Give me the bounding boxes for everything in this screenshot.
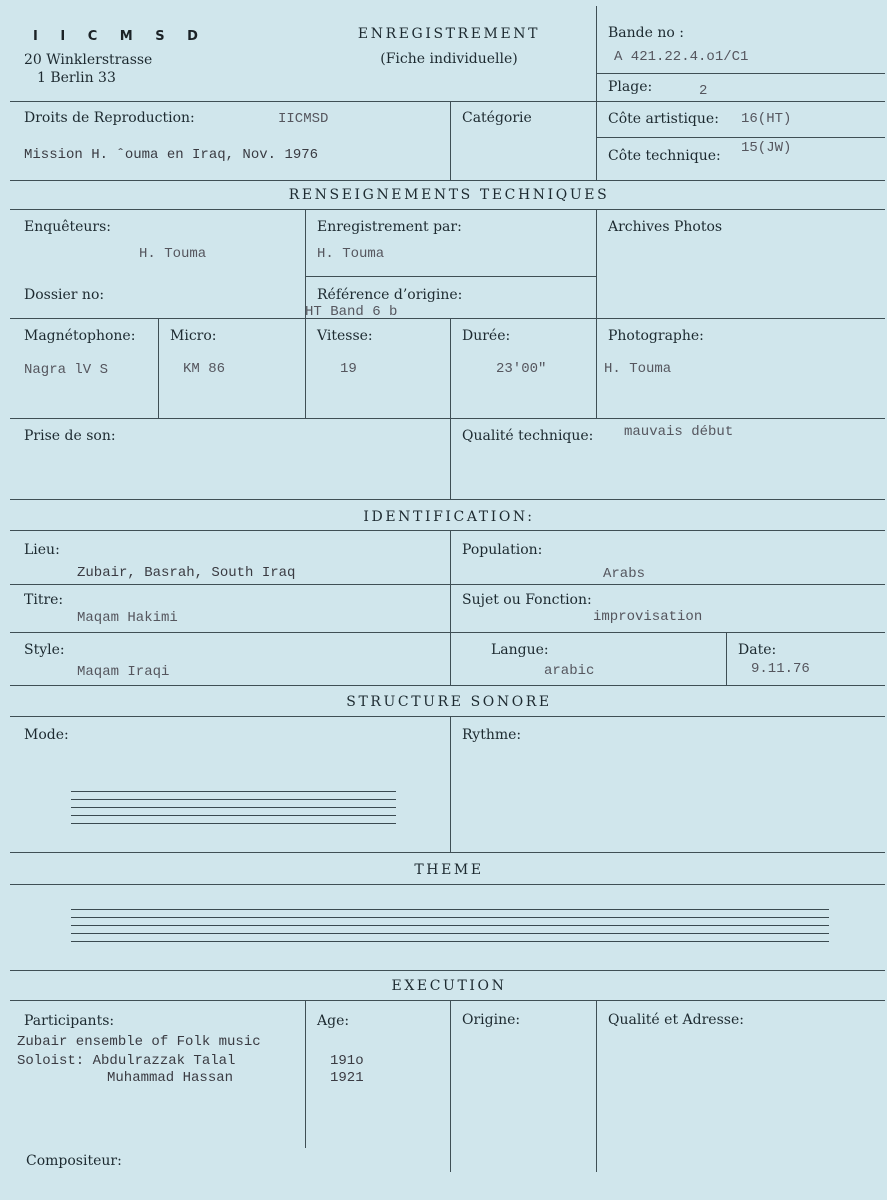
categorie-label: Catégorie	[462, 110, 532, 126]
enqueteurs-value: H. Touma	[139, 246, 207, 262]
theme-staff-line	[71, 909, 829, 910]
enregistrement-par-label: Enregistrement par:	[317, 219, 462, 235]
mission-text: Mission H. ˆouma en Iraq, Nov. 1976	[24, 147, 319, 163]
theme-staff-line	[71, 933, 829, 934]
vitesse-label: Vitesse:	[317, 328, 373, 344]
droits-value: IICMSD	[278, 111, 329, 127]
titre-label: Titre:	[24, 592, 64, 608]
qualite-adresse-label: Qualité et Adresse:	[608, 1012, 744, 1028]
theme-staff-line	[71, 917, 829, 918]
reference-value: HT Band 6 b	[305, 304, 398, 320]
mode-staff-line	[71, 815, 396, 816]
dossier-label: Dossier no:	[24, 287, 105, 303]
prise-de-son-label: Prise de son:	[24, 428, 116, 444]
form-title: ENREGISTREMENT	[357, 26, 541, 42]
enregistrement-par-value: H. Touma	[317, 246, 385, 262]
qualite-technique-label: Qualité technique:	[462, 428, 594, 444]
mode-staff-line	[71, 807, 396, 808]
cote-artistique-label: Côte artistique:	[608, 111, 719, 127]
duree-label: Durée:	[462, 328, 511, 344]
address-street: 20 Winklerstrasse	[24, 52, 153, 68]
archives-photos-label: Archives Photos	[608, 219, 723, 235]
theme-staff-line	[71, 925, 829, 926]
cote-technique-value: 15(JW)	[741, 140, 792, 156]
date-value: 9.11.76	[751, 661, 810, 677]
reference-label: Référence d’origine:	[317, 287, 463, 303]
magnetophone-value: Nagra lV S	[24, 362, 109, 378]
duree-value: 23'00"	[496, 361, 547, 377]
plage-label: Plage:	[608, 79, 653, 95]
vitesse-value: 19	[340, 361, 357, 377]
mode-label: Mode:	[24, 727, 69, 743]
age-value-1: 191o	[330, 1053, 364, 1069]
section-title-theme: THEME	[414, 862, 484, 878]
population-label: Population:	[462, 542, 543, 558]
micro-label: Micro:	[170, 328, 217, 344]
cote-technique-label: Côte technique:	[608, 148, 721, 164]
age-label: Age:	[317, 1013, 350, 1029]
date-label: Date:	[738, 642, 777, 658]
langue-label: Langue:	[491, 642, 549, 658]
compositeur-label: Compositeur:	[26, 1153, 122, 1169]
participants-line-3: Muhammad Hassan	[107, 1070, 234, 1086]
logo: I I C M S D	[33, 29, 207, 44]
photographe-label: Photographe:	[608, 328, 704, 344]
age-value-2: 1921	[330, 1070, 364, 1086]
bande-label: Bande no :	[608, 25, 684, 41]
photographe-value: H. Touma	[604, 361, 672, 377]
section-title-execution: EXECUTION	[391, 978, 507, 994]
style-value: Maqam Iraqi	[77, 664, 170, 680]
magnetophone-label: Magnétophone:	[24, 328, 136, 344]
rythme-label: Rythme:	[462, 727, 522, 743]
plage-value: 2	[699, 83, 708, 99]
address-city: 1 Berlin 33	[37, 70, 116, 86]
section-title-technique: RENSEIGNEMENTS TECHNIQUES	[288, 187, 610, 203]
section-title-identification: IDENTIFICATION:	[363, 509, 535, 525]
droits-label: Droits de Reproduction:	[24, 110, 195, 126]
theme-staff-line	[71, 941, 829, 942]
form-subtitle: (Fiche individuelle)	[380, 51, 518, 67]
mode-staff-line	[71, 791, 396, 792]
participants-label: Participants:	[24, 1013, 115, 1029]
cote-artistique-value: 16(HT)	[741, 111, 792, 127]
langue-value: arabic	[544, 663, 595, 679]
mode-staff-line	[71, 823, 396, 824]
participants-line-2: Soloist: Abdulrazzak Talal	[17, 1053, 236, 1069]
participants-line-1: Zubair ensemble of Folk music	[17, 1034, 261, 1050]
mode-staff-line	[71, 799, 396, 800]
bande-value: A 421.22.4.o1/C1	[614, 49, 749, 65]
population-value: Arabs	[603, 566, 646, 582]
sujet-value: improvisation	[593, 609, 703, 625]
enqueteurs-label: Enquêteurs:	[24, 219, 112, 235]
sujet-label: Sujet ou Fonction:	[462, 592, 592, 608]
style-label: Style:	[24, 642, 65, 658]
titre-value: Maqam Hakimi	[77, 610, 178, 626]
micro-value: KM 86	[183, 361, 226, 377]
origine-label: Origine:	[462, 1012, 521, 1028]
lieu-value: Zubair, Basrah, South Iraq	[77, 565, 296, 581]
section-title-structure: STRUCTURE SONORE	[346, 694, 552, 710]
lieu-label: Lieu:	[24, 542, 60, 558]
qualite-technique-value: mauvais début	[624, 424, 734, 440]
